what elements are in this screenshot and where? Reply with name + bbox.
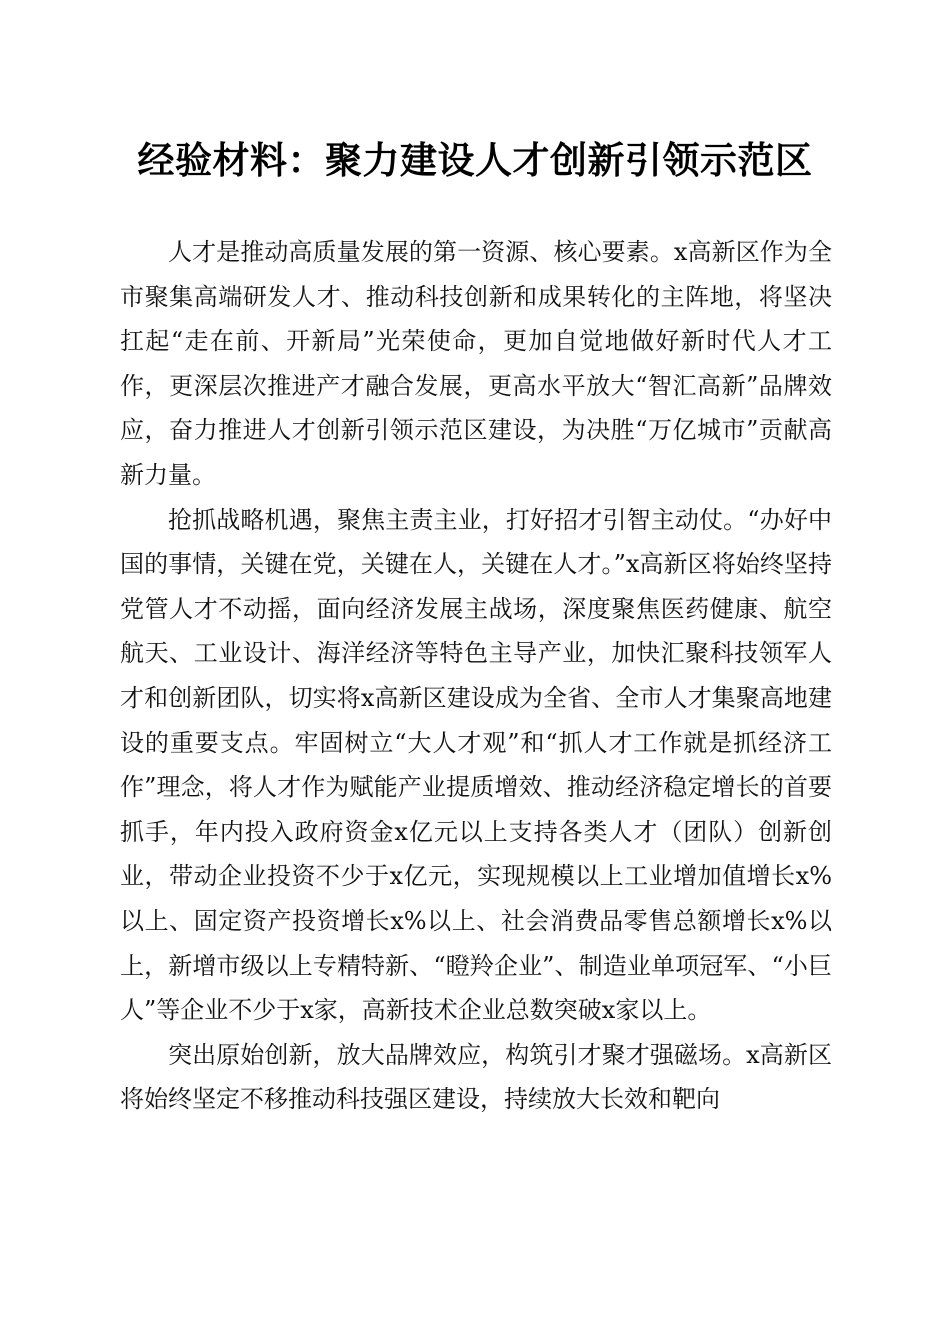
document-body	[120, 230, 832, 1122]
paragraph-2: 抢抓战略机遇，聚焦主责主业，打好招才引智主动仗。“办好中国的事情，关键在党，关键在人，关键在人才。”x高新区将始终坚持党管人才不动摇，面向经济发展主战场，深度聚焦医药健康、航空航天、工业设计、海洋经济等特色主导产业，加快汇聚科技领军人才和创新团队，切实将x高新区建设成为全省、全市人才集聚高地建设的重要支点。牢固树立“大人才观”和“抓人才工作就是抓经济工作”理念，将人才作为赋能产业提质增效、推动经济稳定增长的首要抓手，年内投入政府资金x亿元以上支持各类人才（团队）创新创业，带动企业投资不少于x亿元，实现规模以上工业增加值增长x%以上、固定资产投资增长x%以上、社会消费品零售总额增长x%以上，新增市级以上专精特新、“瞪羚企业”、制造业单项冠军、“小巨人”等企业不少于x家，高新技术企业总数突破x家以上。	[120, 505, 832, 1025]
document-title: 经验材料：聚力建设人才创新引领示范区	[137, 138, 813, 182]
paragraph-3: 突出原始创新，放大品牌效应，构筑引才聚才强磁场。x高新区将始终坚定不移推动科技强区建设，持续放大长效和靶向	[120, 1040, 832, 1114]
paragraph-1: 人才是推动高质量发展的第一资源、核心要素。x高新区作为全市聚集高端研发人才、推动科技创新和成果转化的主阵地，将坚决扛起“走在前、开新局”光荣使命，更加自觉地做好新时代人才工作，更深层次推进产才融合发展，更高水平放大“智汇高新”品牌效应，奋力推进人才创新引领示范区建设，为决胜“万亿城市”贡献高新力量。	[120, 238, 832, 489]
